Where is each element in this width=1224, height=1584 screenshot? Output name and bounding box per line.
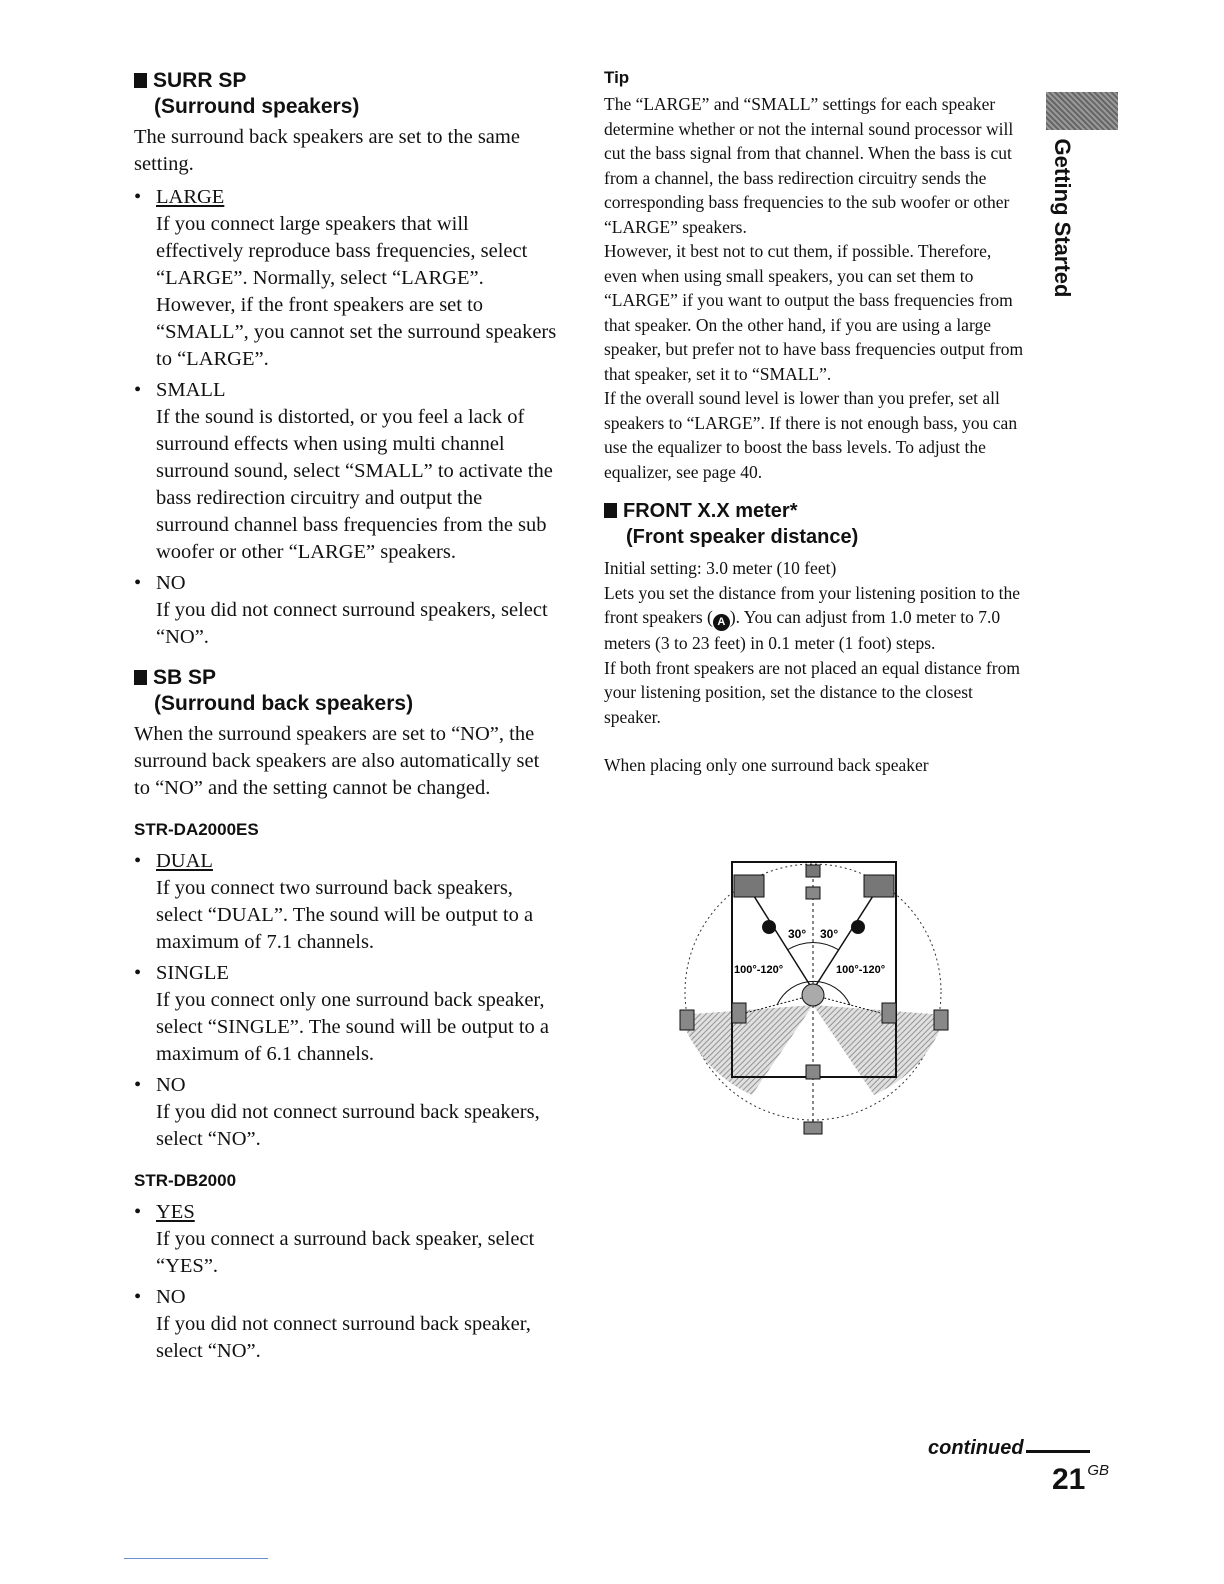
- bullet-square-icon: [604, 503, 617, 518]
- right-surround-zone: [813, 1005, 946, 1095]
- bullet-square-icon: [134, 73, 147, 88]
- tip-paragraph: If the overall sound level is lower than you prefer, set all speakers to “LARGE”. If there is not enough bass, you can use the equalizer to boost the bass levels. To adjust the equalizer, see page 40.: [604, 388, 1018, 482]
- marker-a-left-icon: [762, 920, 776, 934]
- section-tab: [1046, 92, 1118, 130]
- surround-left-speaker: [732, 1003, 746, 1023]
- front-distance-heading: [604, 498, 1024, 550]
- desc-part: Lets you set the distance from your listening position to the front speakers (: [604, 582, 1021, 627]
- section-label-vertical: Getting Started: [1050, 138, 1075, 298]
- front-distance-desc: [604, 581, 1024, 656]
- range-label-left: 100°-120°: [734, 964, 784, 976]
- option-no: [134, 570, 559, 597]
- option-description: If you did not connect surround back speakers, select “NO”.: [156, 1101, 540, 1150]
- page-number-value: 21: [1052, 1463, 1086, 1496]
- option-description: If you did not connect surround speakers, select “NO”.: [156, 599, 548, 648]
- front-distance-subtitle: (Front speaker distance): [626, 526, 859, 548]
- bullet-dot-icon: •: [134, 850, 142, 872]
- desc-part: ). You can adjust from 1.0 meter to 7.0 meters (3 to 23 feet) in 0.1 meter (1 foot) steps.: [604, 607, 1001, 653]
- option-label: LARGE: [156, 186, 225, 208]
- bullet-dot-icon: •: [134, 186, 142, 208]
- surr-sp-subtitle: (Surround speakers): [154, 95, 360, 118]
- surr-sp-title: SURR SP: [153, 69, 247, 92]
- bullet-dot-icon: •: [134, 962, 142, 984]
- option-no: [134, 1284, 559, 1311]
- tip-label: Tip: [604, 68, 630, 87]
- page-number-suffix: GB: [1087, 1462, 1110, 1479]
- option-label: SINGLE: [156, 962, 229, 984]
- bullet-dot-icon: •: [134, 1286, 142, 1308]
- angle-label-left: 30°: [788, 927, 807, 941]
- marker-a-icon: A: [713, 614, 730, 631]
- surr-sp-heading: [134, 68, 559, 120]
- listener: [802, 984, 824, 1006]
- page-number: [1052, 1462, 1109, 1497]
- surround-back-alt-speaker: [804, 1122, 822, 1134]
- option-small: [134, 377, 559, 404]
- speaker-layout-diagram: [672, 855, 962, 1140]
- front-distance-title: FRONT X.X meter*: [623, 500, 798, 522]
- bullet-dot-icon: •: [134, 379, 142, 401]
- bullet-square-icon: [134, 670, 147, 685]
- range-label-right: 100°-120°: [836, 964, 886, 976]
- option-label: SMALL: [156, 379, 226, 401]
- continued-label: continued: [928, 1437, 1024, 1459]
- bullet-dot-icon: •: [134, 1074, 142, 1096]
- right-column: [604, 68, 1024, 777]
- sb-sp-heading: [134, 665, 559, 717]
- option-no: [134, 1072, 559, 1099]
- subwoofer: [806, 887, 820, 899]
- model-label: STR-DB2000: [134, 1171, 237, 1190]
- option-label: NO: [156, 572, 186, 594]
- option-description: If you connect large speakers that will effectively reproduce bass frequencies, select “LARGE”. Normally, select “LARGE”. However, if the front speakers are set to “SMALL”, you cannot set the surround speakers to “LARGE”.: [156, 213, 557, 370]
- bullet-dot-icon: •: [134, 1201, 142, 1223]
- angle-label-right: 30°: [820, 927, 839, 941]
- front-distance-note: If both front speakers are not placed an equal distance from your listening position, set the distance to the closest speaker.: [604, 657, 1020, 727]
- front-left-speaker: [734, 875, 764, 897]
- option-dual: [134, 848, 559, 875]
- sb-sp-intro: When the surround speakers are set to “NO”, the surround back speakers are also automatically set to “NO” and the setting cannot be changed.: [134, 723, 540, 799]
- surround-back-speaker: [806, 1065, 820, 1079]
- sb-sp-subtitle: (Surround back speakers): [154, 692, 414, 715]
- option-description: If you connect only one surround back speaker, select “SINGLE”. The sound will be output to a maximum of 6.1 channels.: [156, 989, 550, 1065]
- sb-sp-title: SB SP: [153, 666, 217, 689]
- tip-paragraph: The “LARGE” and “SMALL” settings for each speaker determine whether or not the internal sound processor will cut the bass signal from that channel. When the bass is cut from a channel, the bass redirection circuitry sends the corresponding bass frequencies to the sub woofer or other “LARGE” speakers.: [604, 94, 1014, 237]
- surround-right-speaker: [882, 1003, 896, 1023]
- front-right-speaker: [864, 875, 894, 897]
- surround-left-alt-speaker: [680, 1010, 694, 1030]
- center-speaker: [806, 865, 820, 877]
- continued-rule: [1026, 1450, 1090, 1453]
- option-label: YES: [156, 1201, 195, 1223]
- left-column: [134, 68, 559, 1367]
- option-description: If you did not connect surround back speaker, select “NO”.: [156, 1313, 531, 1362]
- option-label: DUAL: [156, 850, 213, 872]
- footer-rule: [124, 1558, 268, 1559]
- surround-right-alt-speaker: [934, 1010, 948, 1030]
- option-label: NO: [156, 1286, 186, 1308]
- option-description: If the sound is distorted, or you feel a lack of surround effects when using multi channel surround sound, select “SMALL” to activate the bass redirection circuitry and output the surround channel bass frequencies from the sub woofer or other “LARGE” speakers.: [156, 406, 553, 563]
- bullet-dot-icon: •: [134, 572, 142, 594]
- option-yes: [134, 1199, 559, 1226]
- option-description: If you connect two surround back speakers, select “DUAL”. The sound will be output to a maximum of 7.1 channels.: [156, 877, 534, 953]
- model-label: STR-DA2000ES: [134, 820, 259, 839]
- surr-sp-intro: The surround back speakers are set to the same setting.: [134, 126, 520, 175]
- diagram-caption: When placing only one surround back speaker: [604, 755, 929, 775]
- option-label: NO: [156, 1074, 186, 1096]
- option-description: If you connect a surround back speaker, select “YES”.: [156, 1228, 535, 1277]
- marker-a-right-icon: [851, 920, 865, 934]
- option-single: [134, 960, 559, 987]
- initial-setting: Initial setting: 3.0 meter (10 feet): [604, 558, 837, 578]
- tip-paragraph: However, it best not to cut them, if possible. Therefore, even when using small speakers, you can set them to “LARGE” if you want to output the bass frequencies from that speaker. On the other hand, if you are using a large speaker, but prefer not to have bass frequencies output from that speaker, set it to “SMALL”.: [604, 241, 1024, 384]
- option-large: [134, 184, 559, 211]
